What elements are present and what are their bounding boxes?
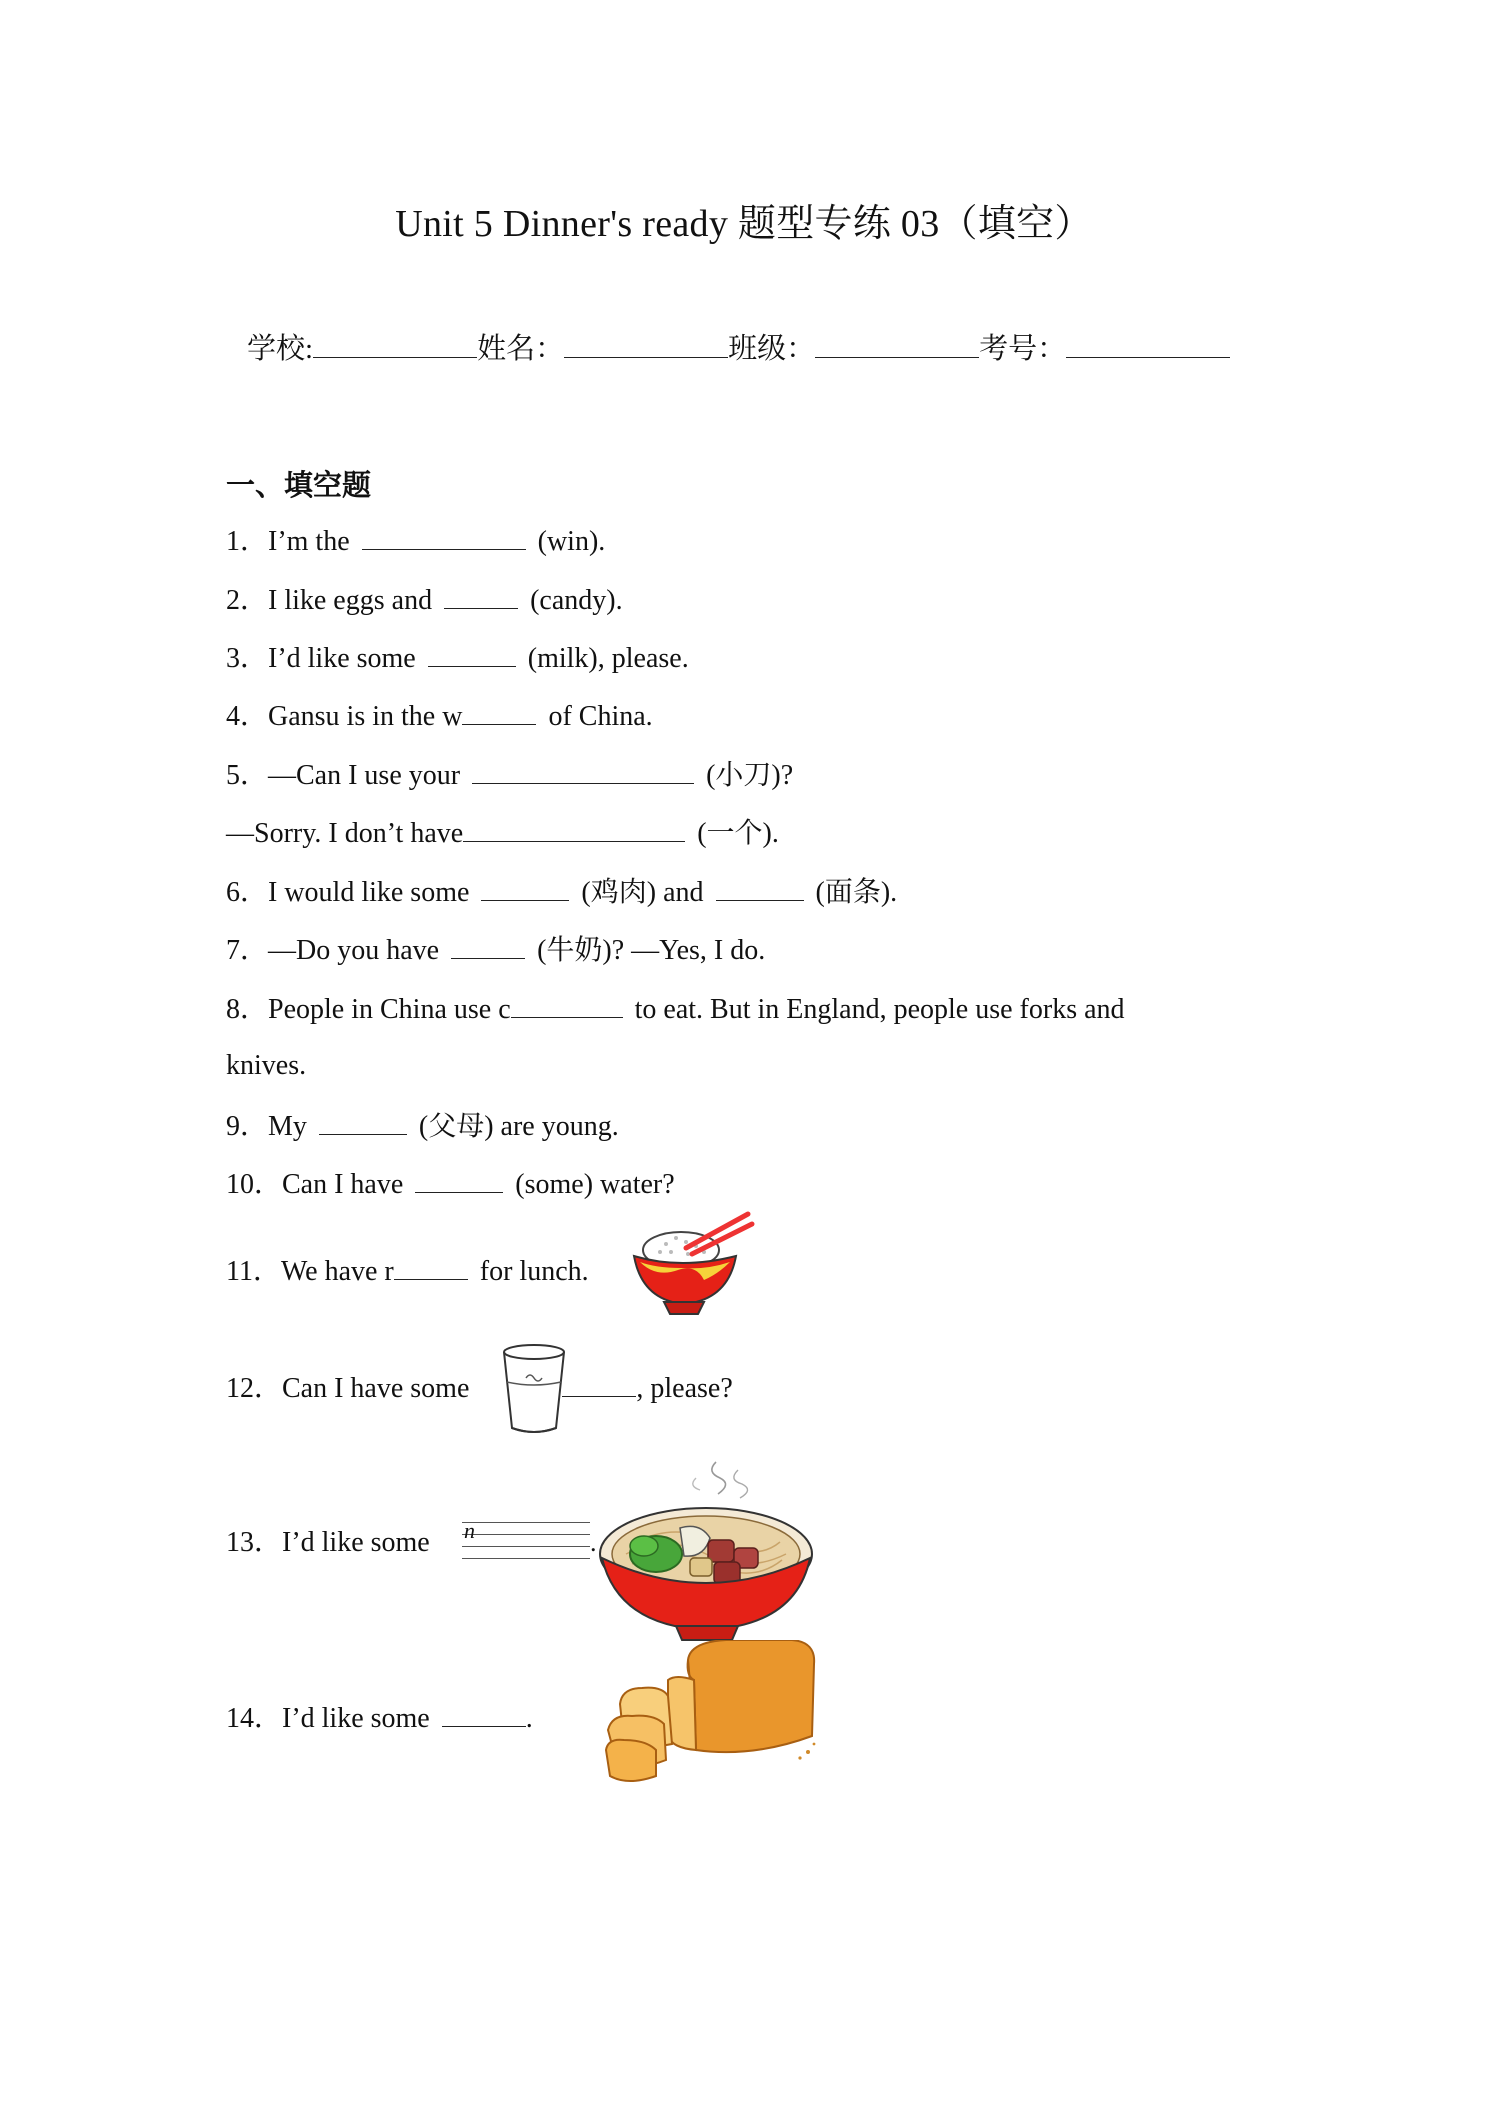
class-blank[interactable] bbox=[815, 327, 979, 358]
question-6 bbox=[226, 874, 897, 910]
question-text: 10．Can I have bbox=[226, 1169, 404, 1200]
name-label: 姓名： bbox=[477, 333, 565, 365]
bread-loaf-icon bbox=[602, 1640, 828, 1790]
glass-of-water-icon bbox=[498, 1342, 570, 1438]
answer-blank[interactable] bbox=[462, 698, 536, 725]
question-5-reply bbox=[226, 815, 779, 851]
question-10 bbox=[226, 1166, 675, 1202]
question-hint: of China. bbox=[548, 701, 653, 732]
question-hint: (some) water? bbox=[515, 1169, 675, 1200]
section-heading: 一、填空题 bbox=[226, 468, 372, 502]
sentence-end: . bbox=[525, 1703, 533, 1734]
answer-blank[interactable] bbox=[415, 1166, 503, 1193]
question-2 bbox=[226, 582, 623, 618]
question-hint: (milk), please. bbox=[527, 643, 689, 674]
question-8 bbox=[226, 991, 1125, 1027]
question-hint: (牛奶)? —Yes, I do. bbox=[537, 935, 766, 966]
question-text: 6．I would like some bbox=[226, 877, 470, 908]
question-text: 3．I’d like some bbox=[226, 643, 416, 674]
answer-blank[interactable] bbox=[451, 932, 525, 959]
question-hint: (面条). bbox=[815, 877, 898, 908]
question-hint: (一个). bbox=[697, 818, 779, 849]
question-hint: (鸡肉) and bbox=[581, 877, 704, 908]
answer-blank[interactable] bbox=[716, 874, 804, 901]
exam-number-blank[interactable] bbox=[1066, 327, 1230, 358]
question-text: 11．We have r bbox=[226, 1256, 394, 1287]
question-5 bbox=[226, 757, 793, 793]
question-text-end: , please? bbox=[636, 1373, 733, 1404]
answer-blank[interactable] bbox=[472, 757, 694, 784]
question-14 bbox=[226, 1700, 533, 1736]
answer-blank[interactable] bbox=[394, 1253, 468, 1280]
answer-blank[interactable] bbox=[428, 640, 516, 667]
sentence-end: . bbox=[590, 1528, 597, 1557]
question-8-continued bbox=[226, 1049, 306, 1083]
answer-blank[interactable] bbox=[362, 523, 526, 550]
class-label: 班级： bbox=[728, 333, 816, 365]
question-text: knives. bbox=[226, 1050, 307, 1081]
school-label: 学校: bbox=[247, 333, 314, 365]
question-9 bbox=[226, 1108, 619, 1144]
answer-blank[interactable] bbox=[511, 991, 623, 1018]
answer-blank[interactable] bbox=[319, 1108, 407, 1135]
question-text: —Sorry. I don’t have bbox=[226, 818, 464, 849]
answer-blank[interactable] bbox=[463, 815, 685, 842]
question-text-continued: to eat. But in England, people use forks and bbox=[634, 994, 1125, 1025]
school-blank[interactable] bbox=[313, 327, 477, 358]
answer-blank[interactable] bbox=[562, 1370, 636, 1397]
question-text: 14．I’d like some bbox=[226, 1703, 430, 1734]
hint-letter: n bbox=[464, 1518, 475, 1543]
answer-blank[interactable] bbox=[444, 582, 518, 609]
student-info-line bbox=[247, 326, 1230, 367]
answer-blank[interactable] bbox=[442, 1700, 526, 1727]
question-text: 9．My bbox=[226, 1111, 307, 1142]
noodle-bowl-icon bbox=[596, 1458, 822, 1642]
question-text: 7．—Do you have bbox=[226, 935, 440, 966]
question-hint: (父母) are young. bbox=[418, 1111, 619, 1142]
question-text: 4．Gansu is in the w bbox=[226, 701, 463, 732]
question-text-end: for lunch. bbox=[479, 1256, 589, 1287]
rice-bowl-icon bbox=[626, 1208, 756, 1328]
question-1 bbox=[226, 523, 605, 559]
question-text: 13．I’d like some bbox=[226, 1527, 430, 1558]
question-4 bbox=[226, 698, 653, 734]
question-3 bbox=[226, 640, 689, 676]
name-blank[interactable] bbox=[564, 327, 728, 358]
answer-blank[interactable] bbox=[481, 874, 569, 901]
question-text: 5．—Can I use your bbox=[226, 760, 461, 791]
question-hint: (candy). bbox=[530, 585, 623, 616]
question-7 bbox=[226, 932, 765, 968]
question-13 bbox=[226, 1526, 430, 1560]
question-hint: (win). bbox=[537, 526, 606, 557]
question-text: 1．I’m the bbox=[226, 526, 350, 557]
question-hint: (小刀)? bbox=[706, 760, 794, 791]
question-text: 2．I like eggs and bbox=[226, 585, 433, 616]
question-12 bbox=[226, 1370, 733, 1406]
question-text: 12．Can I have some bbox=[226, 1373, 470, 1404]
question-11 bbox=[226, 1253, 589, 1289]
handwriting-lines[interactable] bbox=[462, 1518, 597, 1568]
question-text: 8．People in China use c bbox=[226, 994, 511, 1025]
exam-number-label: 考号： bbox=[979, 333, 1067, 365]
page-title: Unit 5 Dinner's ready 题型专练 03（填空） bbox=[395, 203, 1093, 245]
